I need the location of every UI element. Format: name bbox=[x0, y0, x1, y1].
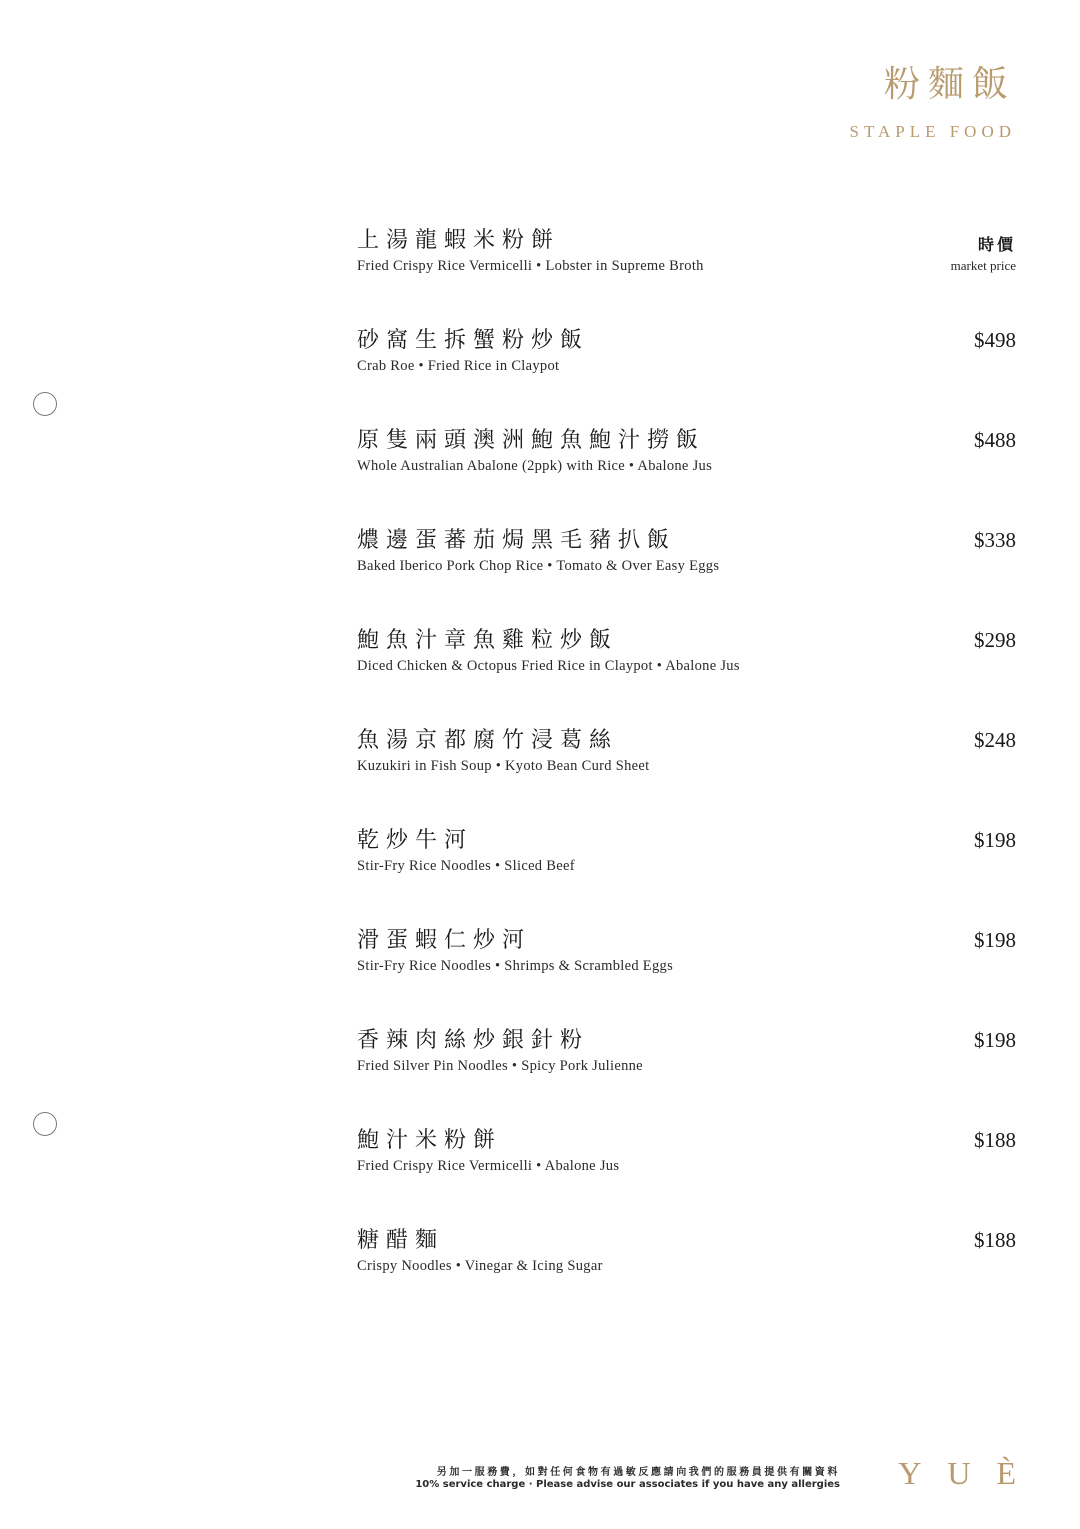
page-title-zh: 粉麵飯 bbox=[883, 64, 1016, 105]
dish-name-zh: 上湯龍蝦米粉餅 bbox=[357, 228, 561, 253]
binder-hole bbox=[33, 1112, 57, 1136]
dish-name-zh: 滑蛋蝦仁炒河 bbox=[357, 928, 532, 953]
dish-name-zh: 香辣肉絲炒銀針粉 bbox=[357, 1028, 590, 1053]
menu-item bbox=[357, 226, 1016, 326]
dish-name-en: Stir-Fry Rice Noodles • Shrimps & Scrambled Eggs bbox=[357, 958, 674, 974]
dish-name-zh: 燶邊蛋蕃茄焗黑毛豬扒飯 bbox=[357, 528, 677, 553]
dish-price: $488 bbox=[974, 428, 1016, 452]
dish-price: $188 bbox=[974, 1128, 1016, 1152]
dish-price: $338 bbox=[974, 528, 1016, 552]
footer-notes bbox=[380, 1463, 840, 1490]
dish-name-en: Diced Chicken & Octopus Fried Rice in Claypot • Abalone Jus bbox=[357, 658, 740, 674]
dish-name-zh: 鮑汁米粉餅 bbox=[357, 1128, 503, 1153]
dish-name-zh: 乾炒牛河 bbox=[357, 828, 474, 853]
dish-name-zh: 糖醋麵 bbox=[357, 1228, 445, 1253]
dish-name-zh: 砂窩生拆蟹粉炒飯 bbox=[357, 328, 590, 353]
dish-name-en: Crispy Noodles • Vinegar & Icing Sugar bbox=[357, 1258, 603, 1274]
dish-name-en: Fried Crispy Rice Vermicelli • Lobster in Supreme Broth bbox=[357, 258, 704, 274]
menu-item bbox=[357, 1026, 1016, 1126]
dish-name-en: Fried Silver Pin Noodles • Spicy Pork Julienne bbox=[357, 1058, 643, 1074]
dish-price: $198 bbox=[974, 928, 1016, 952]
dish-price: $248 bbox=[974, 728, 1016, 752]
dish-name-zh: 鮑魚汁章魚雞粒炒飯 bbox=[357, 628, 619, 653]
price-label-en: market price bbox=[950, 258, 1016, 273]
menu-item bbox=[357, 1126, 1016, 1226]
dish-name-zh: 魚湯京都腐竹浸葛絲 bbox=[357, 728, 619, 753]
dish-price: $198 bbox=[974, 1028, 1016, 1052]
menu-list bbox=[357, 226, 1016, 1326]
menu-item bbox=[357, 726, 1016, 826]
menu-item bbox=[357, 826, 1016, 926]
service-note-zh: 另加一服務費，如對任何食物有過敏反應請向我們的服務員提供有關資料 bbox=[436, 1467, 840, 1478]
dish-price: $298 bbox=[974, 628, 1016, 652]
menu-item bbox=[357, 1226, 1016, 1326]
dish-price: $188 bbox=[974, 1228, 1016, 1252]
dish-price: $498 bbox=[974, 328, 1016, 352]
menu-item bbox=[357, 426, 1016, 526]
menu-item bbox=[357, 626, 1016, 726]
dish-name-zh: 原隻兩頭澳洲鮑魚鮑汁撈飯 bbox=[357, 428, 706, 453]
dish-name-en: Crab Roe • Fried Rice in Claypot bbox=[357, 358, 560, 374]
menu-item bbox=[357, 326, 1016, 426]
dish-name-en: Whole Australian Abalone (2ppk) with Rice • Abalone Jus bbox=[357, 458, 713, 474]
price-label-zh: 時價 bbox=[977, 235, 1016, 254]
dish-name-en: Stir-Fry Rice Noodles • Sliced Beef bbox=[357, 858, 575, 874]
dish-name-en: Fried Crispy Rice Vermicelli • Abalone Jus bbox=[357, 1158, 620, 1174]
dish-name-en: Baked Iberico Pork Chop Rice • Tomato & Over Easy Eggs bbox=[357, 558, 720, 574]
page-title-en: STAPLE FOOD bbox=[849, 122, 1016, 141]
brand-logo: YUÈ bbox=[898, 1455, 1042, 1491]
dish-price: $198 bbox=[974, 828, 1016, 852]
menu-item bbox=[357, 526, 1016, 626]
dish-name-en: Kuzukiri in Fish Soup • Kyoto Bean Curd Sheet bbox=[357, 758, 650, 774]
binder-hole bbox=[33, 392, 57, 416]
service-note-en: 10% service charge · Please advise our associates if you have any allergies bbox=[415, 1479, 840, 1490]
menu-item bbox=[357, 926, 1016, 1026]
